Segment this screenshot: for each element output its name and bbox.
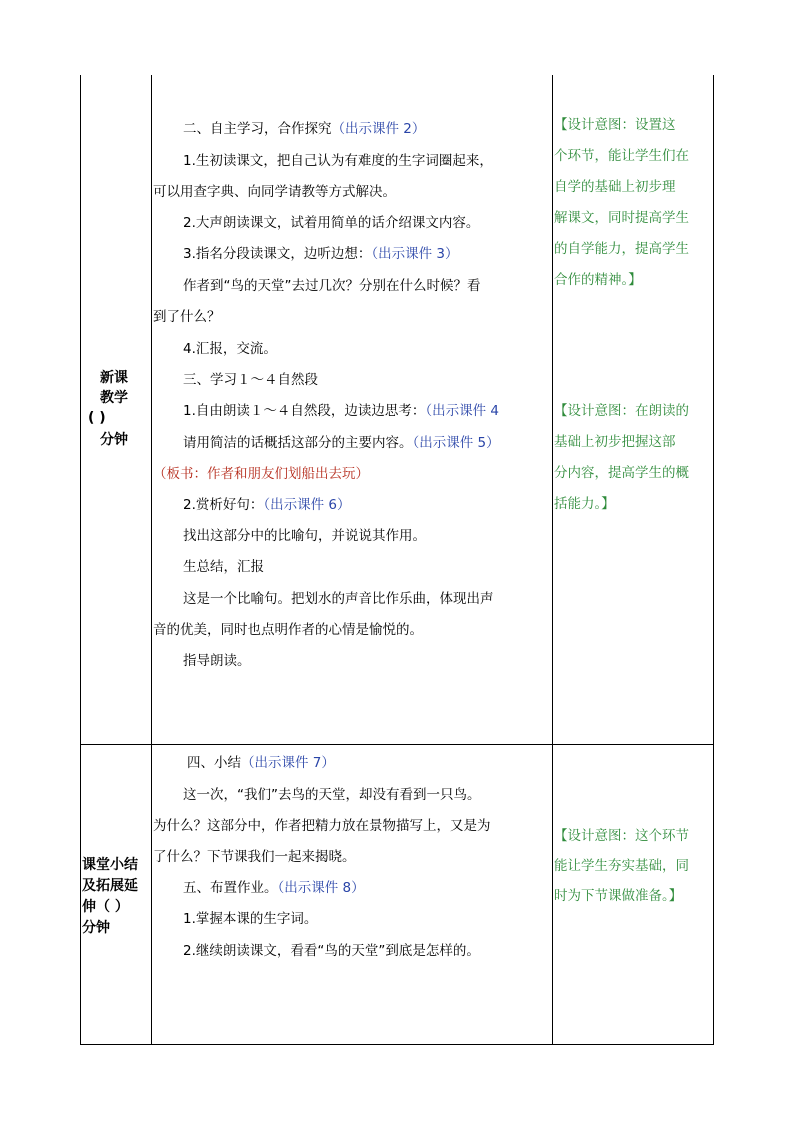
content-line: 作者到“鸟的天堂”去过几次？分别在什么时候？看: [183, 278, 481, 294]
note-line: 解课文，同时提高学生: [554, 210, 689, 226]
content-line: 1.掌握本课的生字词。: [183, 911, 318, 927]
content-line: 可以用查字典、向同学请教等方式解决。: [153, 184, 396, 200]
content-line: 2.继续朗读课文，看看“鸟的天堂”到底是怎样的。: [183, 943, 480, 959]
note-line: 能让学生夯实基础，同: [554, 858, 689, 874]
note-line: 合作的精神。】: [554, 272, 642, 288]
content-line: 这一次，“我们”去鸟的天堂，却没有看到一只鸟。: [183, 787, 481, 803]
label-line: 分钟: [100, 432, 128, 448]
content-line: 音的优美，同时也点明作者的心情是愉悦的。: [153, 622, 423, 638]
label-line: 新课: [100, 370, 128, 386]
content-line: 请用简洁的话概括这部分的主要内容。（出示课件 5）: [183, 435, 500, 451]
note-line: 分内容，提高学生的概: [554, 465, 689, 481]
content-line: 二、自主学习，合作探究（出示课件 2）: [183, 121, 426, 137]
content-line: 3.指名分段读课文，边听边想：（出示课件 3）: [183, 246, 459, 262]
note-line: 个环节，能让学生们在: [554, 148, 689, 164]
content-line: 四、小结（出示课件 7）: [187, 755, 335, 771]
content-line: 了什么？下节课我们一起来揭晓。: [153, 849, 356, 865]
content-line: 这是一个比喻句。把划水的声音比作乐曲，体现出声: [183, 591, 494, 607]
note-line: 【设计意图：设置这: [554, 117, 676, 133]
note-line: 括能力。】: [554, 496, 615, 512]
column-divider-1: [151, 75, 152, 1045]
column-divider-2: [552, 75, 553, 1045]
content-line: 2.大声朗读课文，试着用简单的话介绍课文内容。: [183, 215, 480, 231]
content-line: 找出这部分中的比喻句，并说说其作用。: [183, 528, 426, 544]
note-line: 的自学能力，提高学生: [554, 241, 689, 257]
note-line: 基础上初步把握这部: [554, 434, 676, 450]
label-line: 课堂小结: [82, 857, 138, 873]
note-line: 【设计意图：这个环节: [554, 828, 689, 844]
note-line: 时为下节课做准备。】: [554, 888, 683, 904]
content-line: 生总结，汇报: [183, 559, 264, 575]
table-border-right: [713, 75, 714, 1045]
content-line: 三、学习１～４自然段: [183, 372, 318, 388]
row-divider: [80, 744, 714, 745]
content-line: 到了什么？: [153, 309, 221, 325]
content-line: （板书：作者和朋友们划船出去玩）: [153, 466, 369, 482]
note-line: 自学的基础上初步理: [554, 179, 676, 195]
content-line: 1.生初读课文，把自己认为有难度的生字词圈起来，: [183, 153, 493, 169]
label-line: 伸（ ）: [82, 899, 129, 915]
content-line: 4.汇报，交流。: [183, 341, 277, 357]
content-line: 2.赏析好句：（出示课件 6）: [183, 497, 351, 513]
label-line: 教学: [100, 390, 128, 406]
content-line: 五、布置作业。（出示课件 8）: [183, 880, 365, 896]
content-line: 1.自由朗读１～４自然段，边读边思考：（出示课件 4: [183, 403, 500, 419]
table-border-left: [80, 75, 81, 1045]
content-line: 指导朗读。: [183, 653, 251, 669]
label-line: 及拓展延: [82, 878, 138, 894]
label-line: ( ): [88, 410, 106, 426]
label-line: 分钟: [82, 920, 110, 936]
table-border-bottom: [80, 1044, 714, 1045]
note-line: 【设计意图：在朗读的: [554, 403, 689, 419]
content-line: 为什么？这部分中，作者把精力放在景物描写上，又是为: [153, 818, 491, 834]
